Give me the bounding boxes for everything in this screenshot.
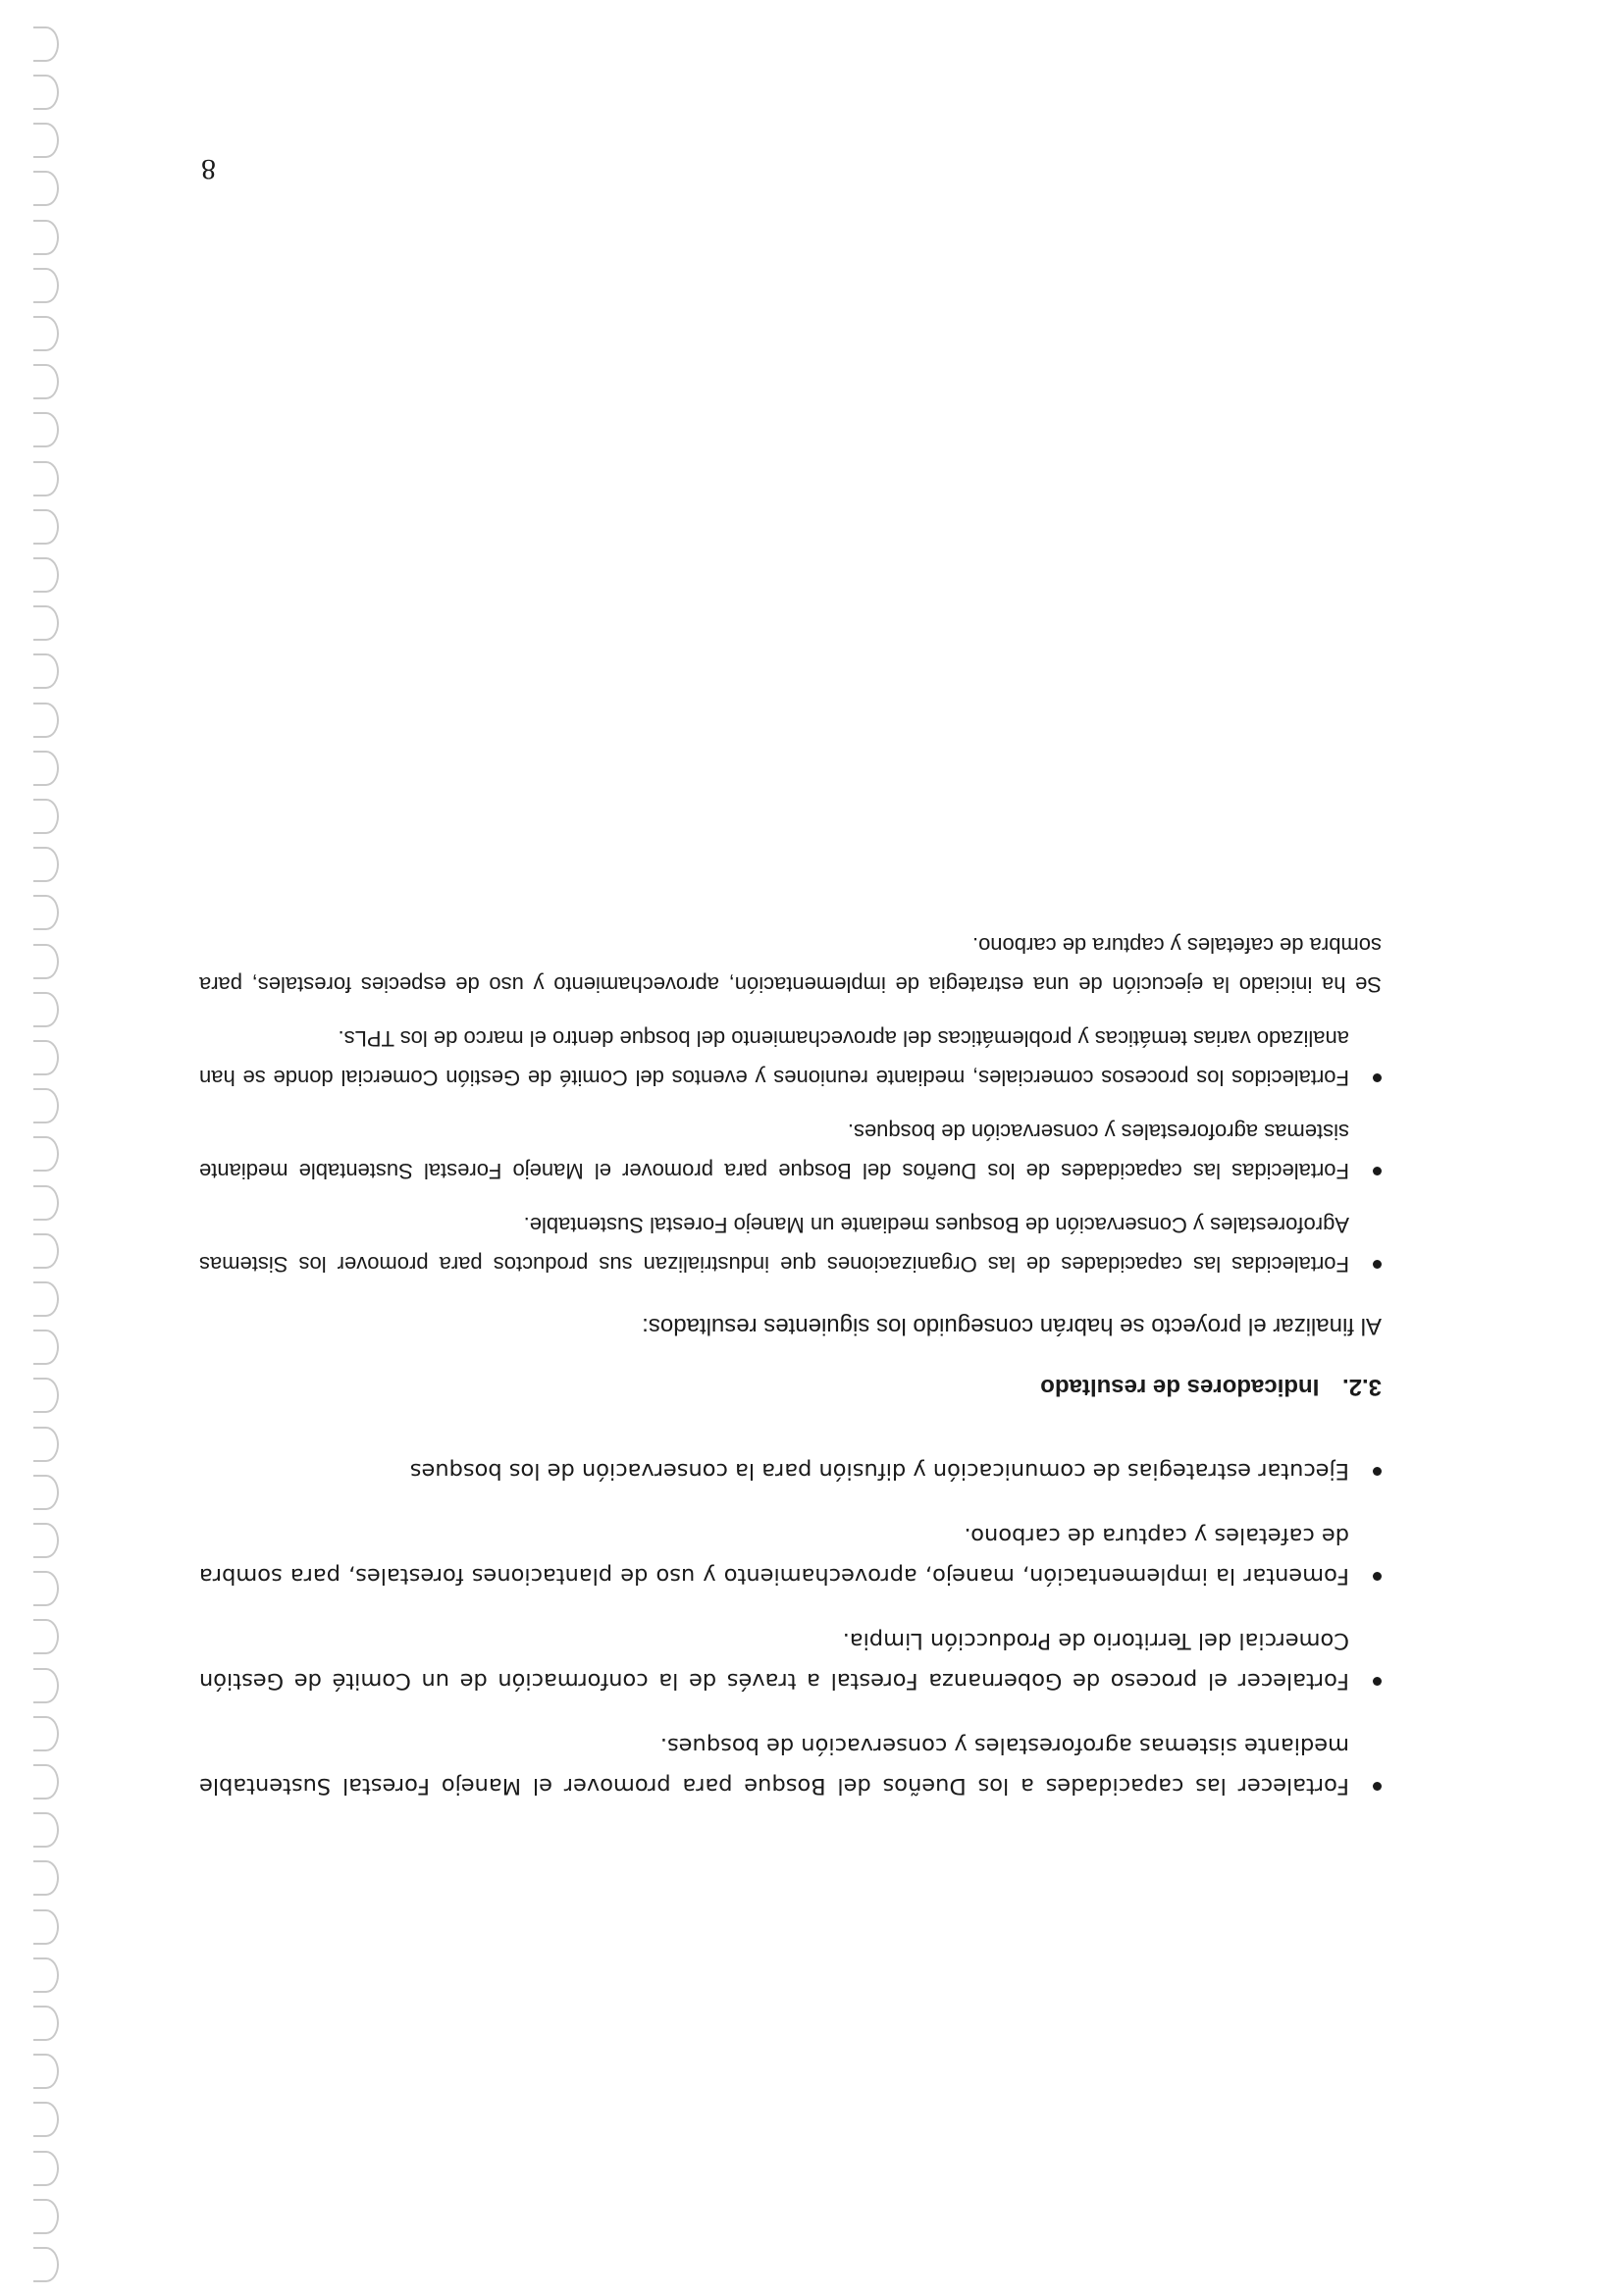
- bullet-icon: [1373, 1782, 1382, 1791]
- binding-hole: [33, 2199, 59, 2234]
- binding-hole: [33, 1136, 59, 1172]
- bullet-icon: [1373, 1677, 1382, 1686]
- binding-hole: [33, 1909, 59, 1945]
- binding-hole: [33, 2247, 59, 2282]
- binding-hole: [33, 1330, 59, 1365]
- binding-hole: [33, 268, 59, 303]
- binding-hole: [33, 1668, 59, 1703]
- list-item-text: Fortalecidos los procesos comerciales, mediante reuniones y eventos del Comité de Gestión Comercial donde se han analizado varias temáticas y problemáticas del aprovechamiento del bosque dentro el marco de los TPLs.: [199, 1026, 1349, 1091]
- binding-hole: [33, 944, 59, 979]
- binding-hole: [33, 703, 59, 738]
- binding-hole: [33, 509, 59, 545]
- binding-hole: [33, 364, 59, 399]
- list-item-text: Fortalecidas las capacidades de los Dueños del Bosque para promover el Manejo Forestal Sustentable mediante sistemas agroforestales y conservación de bosques.: [199, 1120, 1349, 1184]
- content-block: [199, 926, 1382, 1806]
- binding-hole: [33, 1040, 59, 1075]
- section-number: 3.2.: [1341, 1374, 1382, 1401]
- bullet-icon: [1373, 1467, 1382, 1476]
- binding-hole: [33, 2054, 59, 2089]
- binding-hole: [33, 461, 59, 496]
- binding-hole: [33, 799, 59, 834]
- binding-hole: [33, 171, 59, 206]
- list-item: [199, 1516, 1382, 1595]
- binding-hole: [33, 1957, 59, 1993]
- binding-hole: [33, 895, 59, 930]
- section-title: Indicadores de resultado: [1040, 1374, 1320, 1401]
- binding-hole: [33, 1427, 59, 1462]
- bullet-icon: [1373, 1074, 1382, 1083]
- binding-hole: [33, 220, 59, 255]
- list-item-text: Fortalecer las capacidades a los Dueños del Bosque para promover el Manejo Forestal Sustentable mediante sistemas agroforestales y conservación de bosques.: [199, 1733, 1349, 1799]
- binding-holes: [0, 0, 59, 2296]
- binding-hole: [33, 1281, 59, 1317]
- binding-hole: [33, 1475, 59, 1510]
- list-item: [199, 1451, 1382, 1491]
- binding-hole: [33, 1860, 59, 1896]
- binding-hole: [33, 1619, 59, 1654]
- list-item: [199, 1112, 1382, 1191]
- binding-hole: [33, 1571, 59, 1606]
- binding-hole: [33, 2151, 59, 2186]
- list-item-text: Ejecutar estrategias de comunicación y difusión para la conservación de los bosques: [409, 1458, 1349, 1484]
- binding-hole: [33, 316, 59, 351]
- binding-hole: [33, 653, 59, 689]
- section-intro: Al finalizar el proyecto se habrán conseguido los siguientes resultados:: [642, 1313, 1382, 1339]
- binding-hole: [33, 992, 59, 1027]
- closing-paragraph: Se ha iniciado la ejecución de una estrategia de implementación, aprovechamiento y uso de especies forestales, para sombra de cafetales y captura de carbono.: [199, 933, 1382, 998]
- binding-hole: [33, 1812, 59, 1848]
- results-list: [199, 1018, 1382, 1284]
- list-item-text: Fortalecidas las capacidades de las Organizaciones que industrializan sus productos para promover los Sistemas Agroforestales y Conservación de Bosques mediante un Manejo Forestal Sustentable.: [199, 1213, 1349, 1278]
- binding-hole: [33, 1764, 59, 1800]
- bullet-icon: [1373, 1572, 1382, 1581]
- bullet-icon: [1373, 1261, 1382, 1270]
- binding-hole: [33, 605, 59, 641]
- bullet-icon: [1373, 1168, 1382, 1176]
- section-heading: [199, 1367, 1382, 1407]
- binding-hole: [33, 2006, 59, 2041]
- binding-hole: [33, 26, 59, 62]
- binding-hole: [33, 123, 59, 158]
- binding-hole: [33, 1523, 59, 1558]
- list-item: [199, 1205, 1382, 1284]
- binding-hole: [33, 2102, 59, 2137]
- binding-hole: [33, 75, 59, 110]
- binding-hole: [33, 751, 59, 786]
- list-item: [199, 1726, 1382, 1805]
- page-number: 8: [201, 153, 216, 185]
- binding-hole: [33, 847, 59, 882]
- binding-hole: [33, 412, 59, 447]
- list-item: [199, 1018, 1382, 1098]
- binding-hole: [33, 1088, 59, 1123]
- list-item-text: Fomentar la implementación, manejo, aprovechamiento y uso de plantaciones forestales, para sombra de cafetales y captura de carbono.: [199, 1523, 1349, 1589]
- binding-hole: [33, 1185, 59, 1221]
- list-item-text: Fortalecer el proceso de Gobernanza Forestal a través de la conformación de un Comité de Gestión Comercial del Territorio de Producción Limpia.: [199, 1628, 1349, 1694]
- binding-hole: [33, 1233, 59, 1269]
- objectives-list: [199, 1451, 1382, 1806]
- list-item: [199, 1621, 1382, 1700]
- binding-hole: [33, 557, 59, 593]
- binding-hole: [33, 1716, 59, 1751]
- binding-hole: [33, 1378, 59, 1413]
